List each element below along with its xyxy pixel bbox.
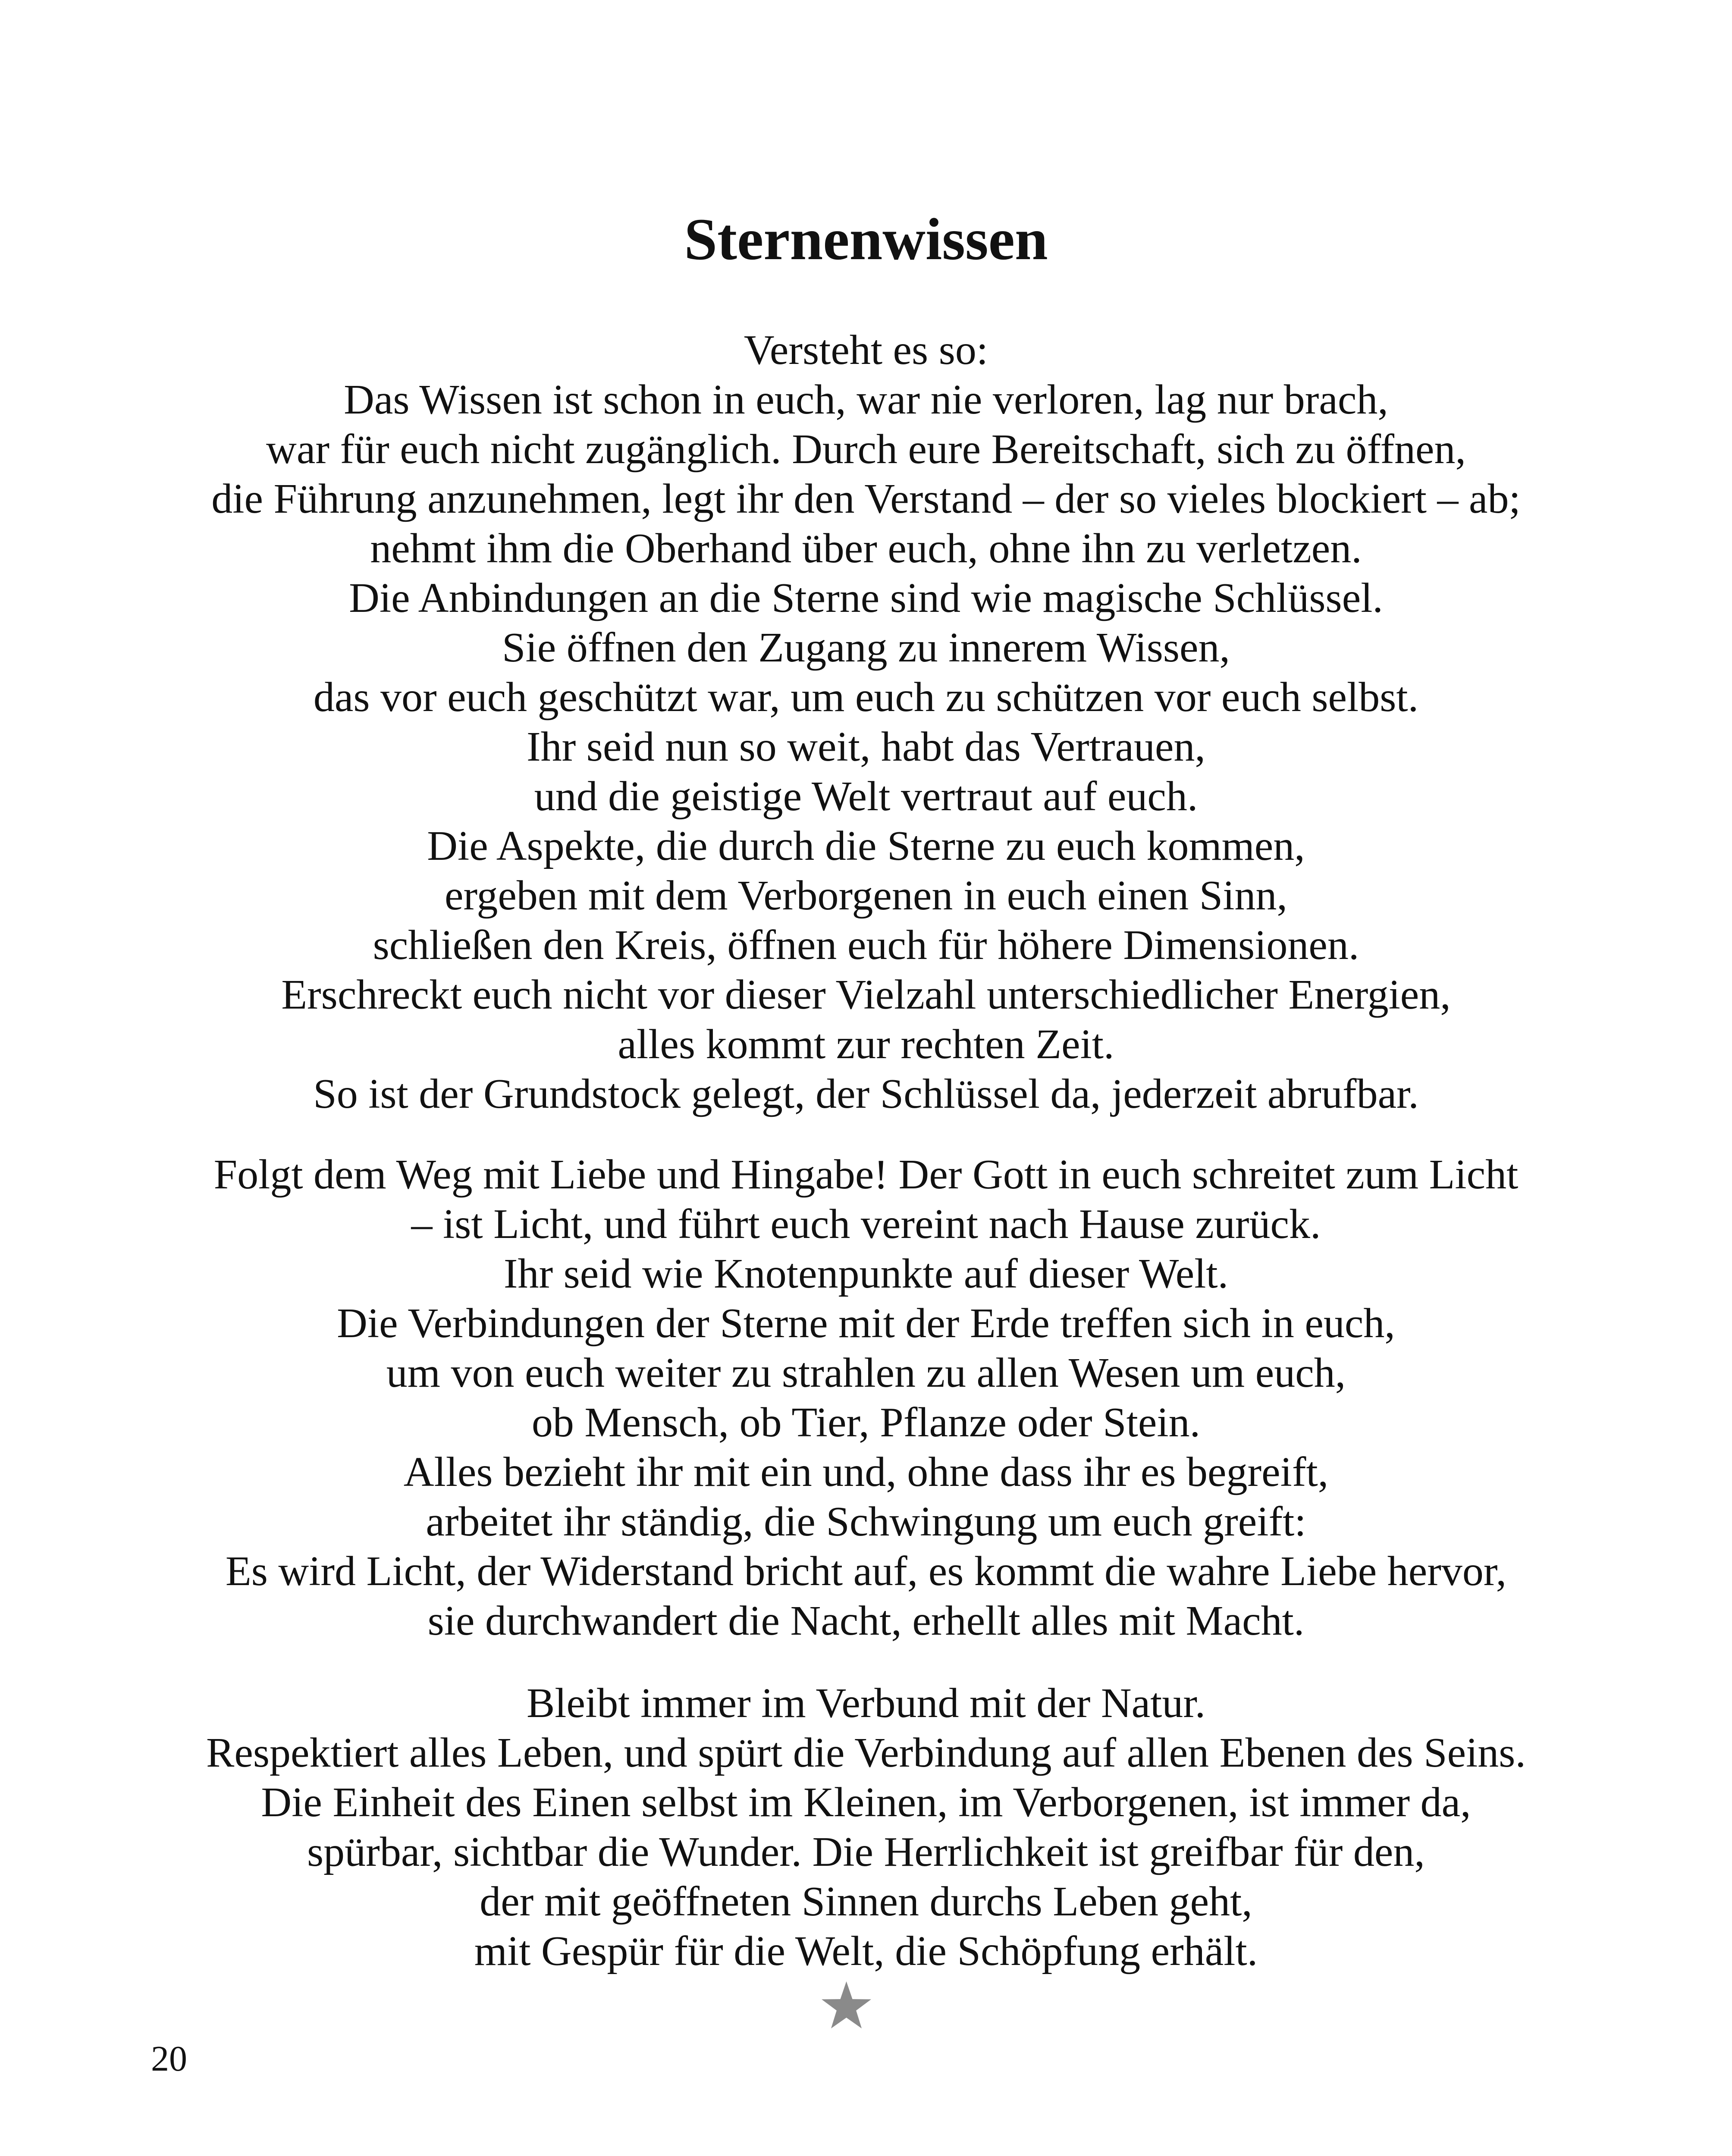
stanza-1 [0, 326, 1732, 1119]
poem-line: Das Wissen ist schon in euch, war nie verloren, lag nur brach, [344, 376, 1388, 423]
poem-line: die Führung anzunehmen, legt ihr den Verstand – der so vieles blockiert – ab; [211, 476, 1521, 522]
poem-line: schließen den Kreis, öffnen euch für höhere Dimensionen. [373, 922, 1359, 968]
poem-line: So ist der Grundstock gelegt, der Schlüssel da, jederzeit abrufbar. [313, 1071, 1419, 1117]
poem-line: Ihr seid nun so weit, habt das Vertrauen, [527, 724, 1205, 770]
poem-line: Erschreckt euch nicht vor dieser Vielzahl unterschiedlicher Energien, [281, 971, 1451, 1018]
poem-line: Es wird Licht, der Widerstand bricht auf, es kommt die wahre Liebe hervor, [225, 1548, 1507, 1595]
poem-line: ergeben mit dem Verborgenen in euch einen Sinn, [444, 872, 1288, 919]
poem-line: Alles bezieht ihr mit ein und, ohne dass ihr es begreift, [403, 1449, 1329, 1495]
poem-line: arbeitet ihr ständig, die Schwingung um euch greift: [426, 1498, 1306, 1545]
poem-line: Die Einheit des Einen selbst im Kleinen, im Verborgenen, ist immer da, [261, 1779, 1471, 1826]
poem-line: Versteht es so: [744, 327, 988, 373]
poem-line: spürbar, sichtbar die Wunder. Die Herrlichkeit ist greifbar für den, [307, 1829, 1425, 1875]
poem-line: Folgt dem Weg mit Liebe und Hingabe! Der Gott in euch schreitet zum Licht [213, 1151, 1519, 1198]
poem-line: Die Aspekte, die durch die Sterne zu euch kommen, [427, 823, 1305, 869]
poem-line: nehmt ihm die Oberhand über euch, ohne ihn zu verletzen. [370, 525, 1362, 572]
stanza-3 [0, 1679, 1732, 1976]
page-number: 20 [151, 2039, 187, 2079]
stanza-2 [0, 1150, 1732, 1646]
poem-line: Ihr seid wie Knotenpunkte auf dieser Welt. [503, 1250, 1229, 1297]
poem-line: Bleibt immer im Verbund mit der Natur. [526, 1680, 1206, 1727]
poem-line: Die Verbindungen der Sterne mit der Erde treffen sich in euch, [337, 1300, 1395, 1347]
poem-line: alles kommt zur rechten Zeit. [618, 1021, 1114, 1068]
poem-line: ob Mensch, ob Tier, Pflanze oder Stein. [531, 1399, 1201, 1446]
poem-line: – ist Licht, und führt euch vereint nach Hause zurück. [411, 1201, 1321, 1247]
poem-line: der mit geöffneten Sinnen durchs Leben geht, [480, 1878, 1252, 1925]
poem-line: das vor euch geschützt war, um euch zu schützen vor euch selbst. [313, 674, 1419, 721]
poem-line: Respektiert alles Leben, und spürt die Verbindung auf allen Ebenen des Seins. [206, 1730, 1526, 1776]
poem-title: Sternenwissen [684, 206, 1048, 272]
poem-line: mit Gespür für die Welt, die Schöpfung erhält. [474, 1928, 1258, 1974]
poem-line: Die Anbindungen an die Sterne sind wie magische Schlüssel. [349, 575, 1383, 621]
poem-line: um von euch weiter zu strahlen zu allen Wesen um euch, [386, 1350, 1346, 1396]
poem-line: und die geistige Welt vertraut auf euch. [534, 773, 1198, 820]
star-icon [819, 1979, 873, 2033]
poem-line: sie durchwandert die Nacht, erhellt alles mit Macht. [427, 1598, 1305, 1644]
poem-line: Sie öffnen den Zugang zu innerem Wissen, [502, 624, 1230, 671]
poem-line: war für euch nicht zugänglich. Durch eure Bereitschaft, sich zu öffnen, [266, 426, 1466, 473]
